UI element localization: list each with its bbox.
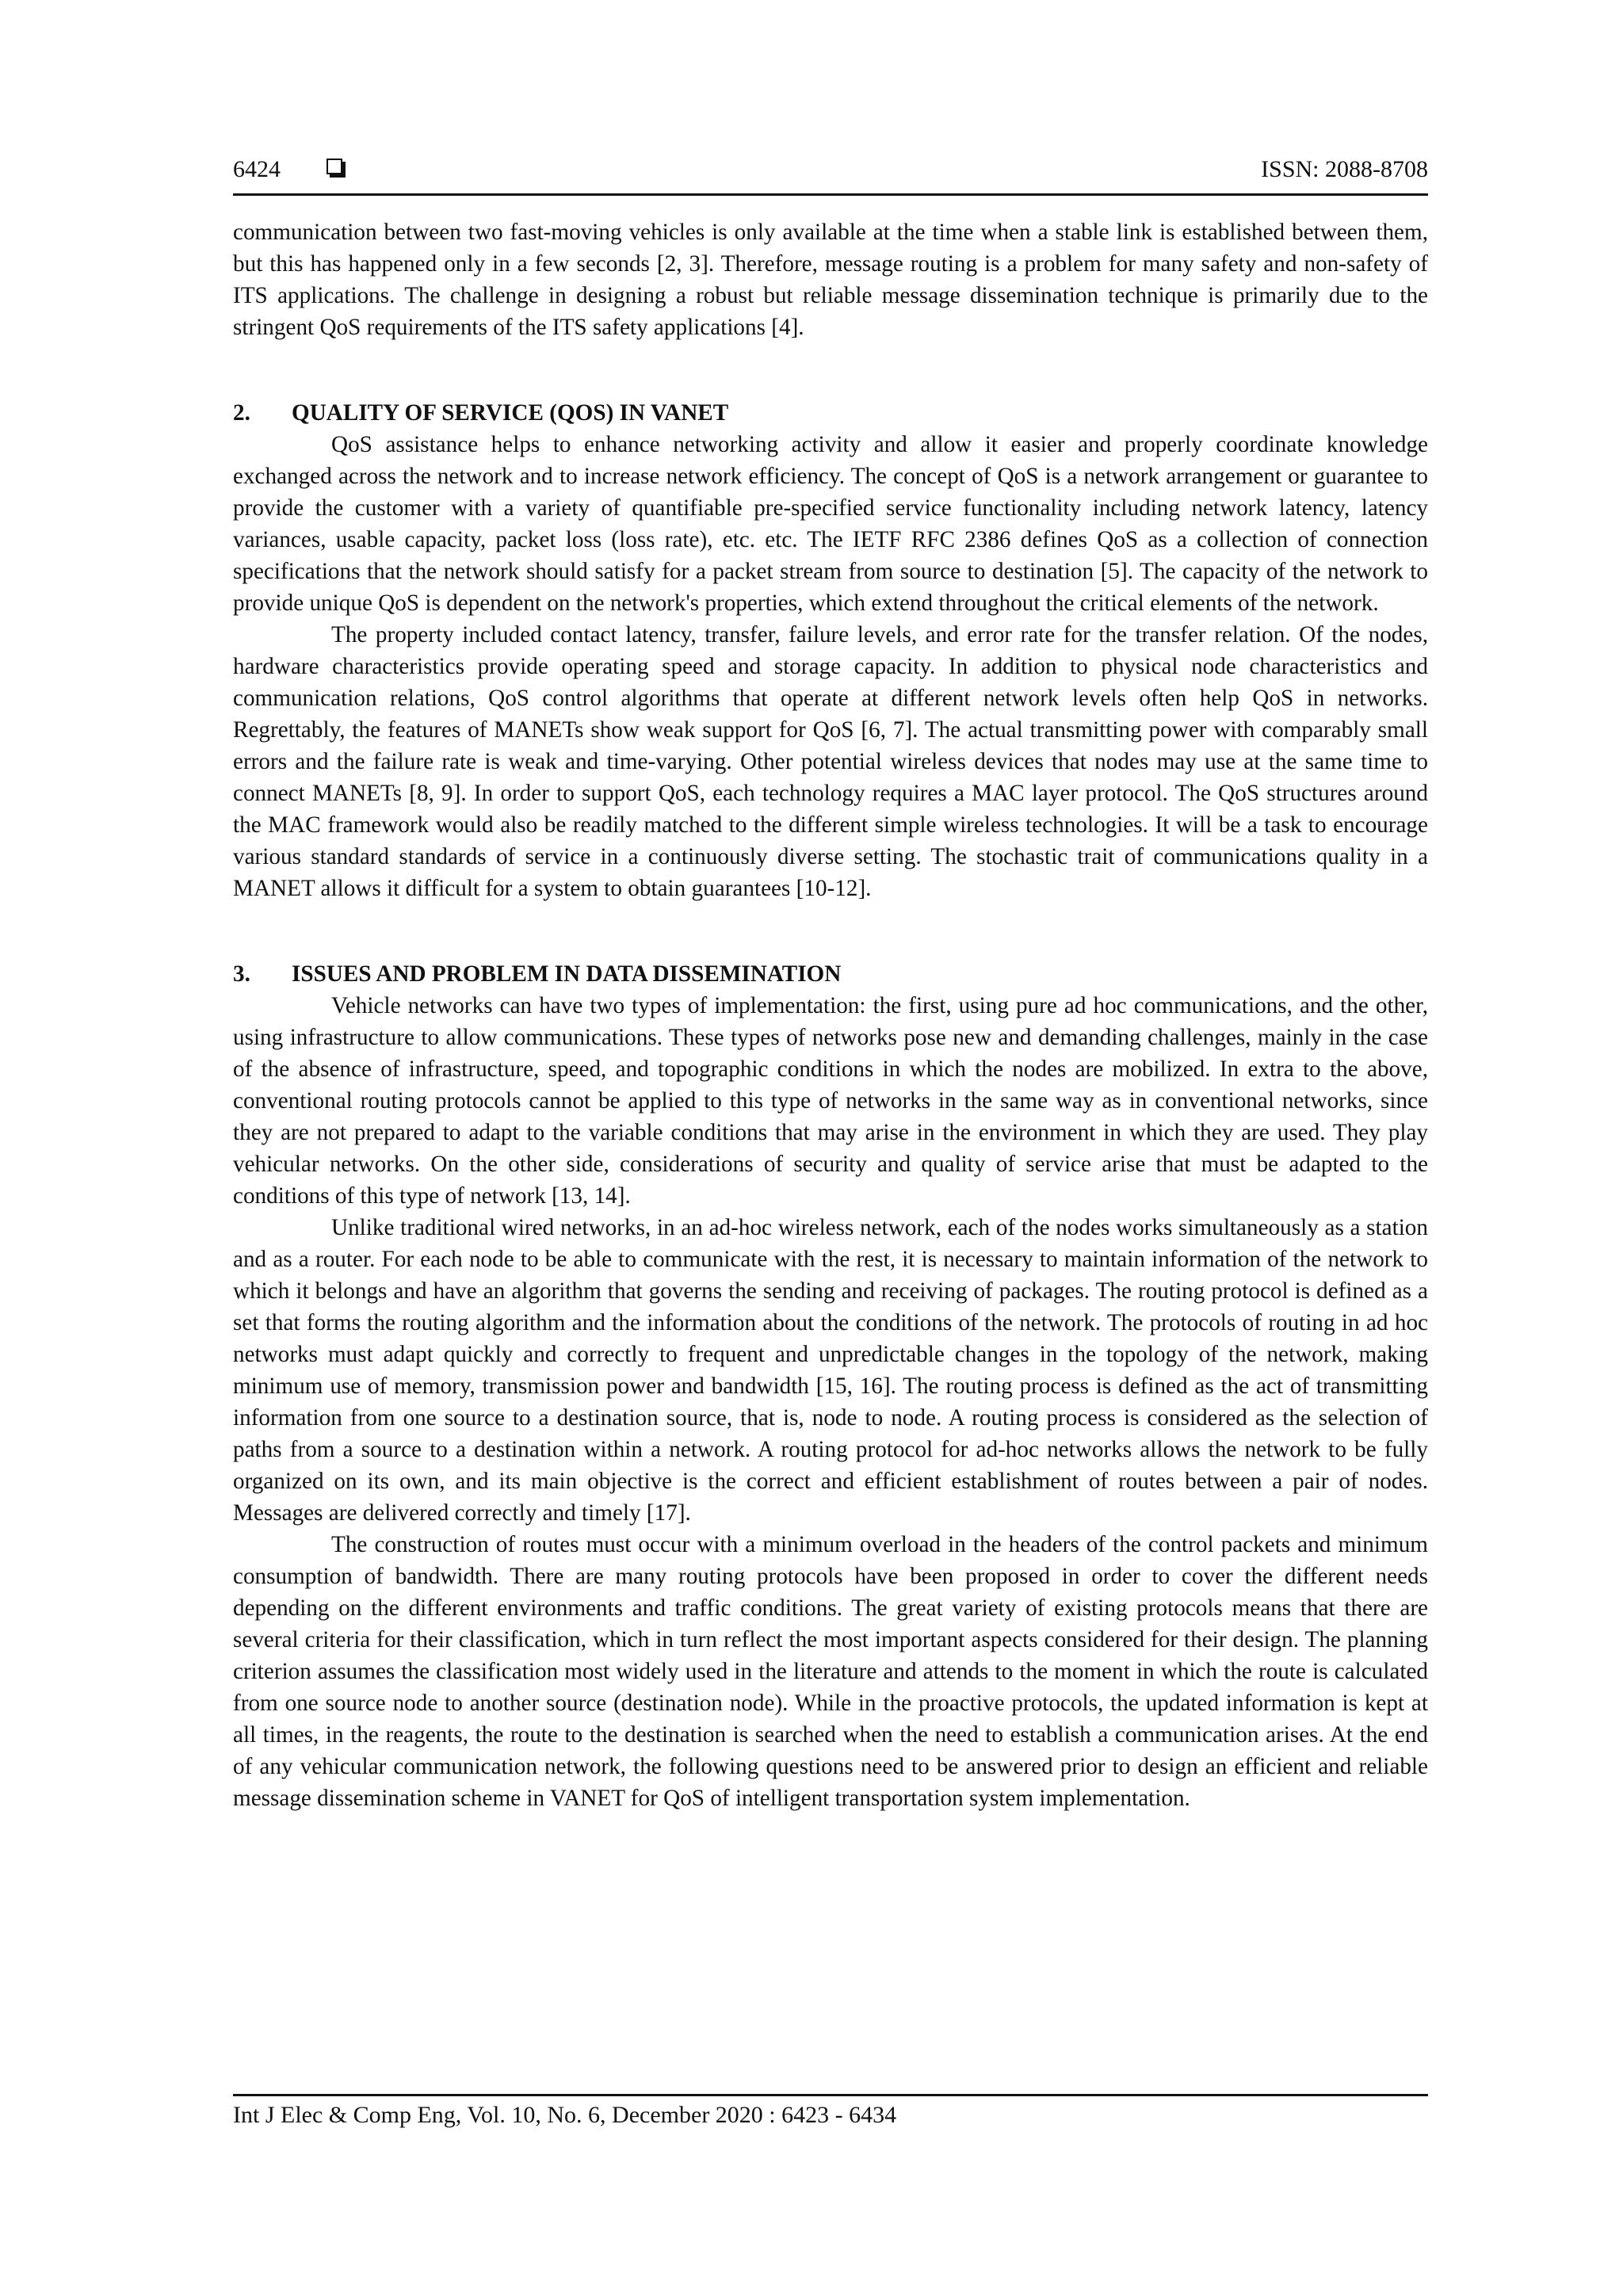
section-2-paragraph-1: QoS assistance helps to enhance networking activity and allow it easier and properly coordinate knowledge exchanged across the network and to increase network efficiency. The concept of QoS is a network arrangement or guarantee to provide the customer with a variety of quantifiable pre-specified service functionality including network latency, latency variances, usable capacity, packet loss (loss rate), etc. etc. The IETF RFC 2386 defines QoS as a collection of connection specifications that the network should satisfy for a packet stream from source to destination [5]. The capacity of the network to provide unique QoS is dependent on the network's properties, which extend throughout the critical elements of the network. [233, 432, 1428, 616]
footer-citation: Int J Elec & Comp Eng, Vol. 10, No. 6, December 2020 : 6423 - 6434 [233, 2102, 897, 2128]
section-3-number: 3. [233, 961, 250, 987]
page-header [233, 155, 1428, 196]
article-body [233, 216, 1428, 1814]
section-3-paragraph-1: Vehicle networks can have two types of implementation: the first, using pure ad hoc communications, and the other, using infrastructure to allow communications. These types of networks pose new and demanding challenges, mainly in the case of the absence of infrastructure, speed, and topographic conditions in which the nodes are mobilized. In extra to the above, conventional routing protocols cannot be applied to this type of networks in the same way as in conventional networks, since they are not prepared to adapt to the variable conditions that may arise in the environment in which they are used. They play vehicular networks. On the other side, considerations of security and quality of service arise that must be adapted to the conditions of this type of network [13, 14]. [233, 993, 1428, 1209]
section-2-number: 2. [233, 400, 250, 426]
section-2-heading [233, 397, 1428, 429]
section-2-title: QUALITY OF SERVICE (QOS) IN VANET [292, 400, 729, 426]
section-3-paragraph-3: The construction of routes must occur with a minimum overload in the headers of the control packets and minimum consumption of bandwidth. There are many routing protocols have been proposed in order to cover the different needs depending on the different environments and traffic conditions. The great variety of existing protocols means that there are several criteria for their classification, which in turn reflect the most important aspects considered for their design. The planning criterion assumes the classification most widely used in the literature and attends to the moment in which the route is calculated from one source node to another source (destination node). While in the proactive protocols, the updated information is kept at all times, in the reagents, the route to the destination is searched when the need to establish a communication arises. At the end of any vehicular communication network, the following questions need to be answered prior to design an efficient and reliable message dissemination scheme in VANET for QoS of intelligent transportation system implementation. [233, 1532, 1428, 1811]
page-number: 6424 [233, 156, 281, 182]
section-3-paragraph-2: Unlike traditional wired networks, in an ad-hoc wireless network, each of the nodes works simultaneously as a station and as a router. For each node to be able to communicate with the rest, it is necessary to maintain information of the network to which it belongs and have an algorithm that governs the sending and receiving of packages. The routing protocol is defined as a set that forms the routing algorithm and the information about the conditions of the network. The protocols of routing in ad hoc networks must adapt quickly and correctly to frequent and unpredictable changes in the topology of the network, making minimum use of memory, transmission power and bandwidth [15, 16]. The routing process is defined as the act of transmitting information from one source to a destination source, that is, node to node. A routing process is considered as the selection of paths from a source to a destination within a network. A routing protocol for ad-hoc networks allows the network to be fully organized on its own, and its main objective is the correct and efficient establishment of routes between a pair of nodes. Messages are delivered correctly and timely [17]. [233, 1215, 1428, 1526]
issn-label: ISSN: 2088-8708 [1261, 156, 1428, 182]
section-2-paragraph-2: The property included contact latency, transfer, failure levels, and error rate for the transfer relation. Of the nodes, hardware characteristics provide operating speed and storage capacity. In addition to physical node characteristics and communication relations, QoS control algorithms that operate at different network levels often help QoS in networks. Regrettably, the features of MANETs show weak support for QoS [6, 7]. The actual transmitting power with comparably small errors and the failure rate is weak and time-varying. Other potential wireless devices that nodes may use at the same time to connect MANETs [8, 9]. In order to support QoS, each technology requires a MAC layer protocol. The QoS structures around the MAC framework would also be readily matched to the different simple wireless technologies. It will be a task to encourage various standard standards of service in a continuously diverse setting. The stochastic trait of communications quality in a MANET allows it difficult for a system to obtain guarantees [10-12]. [233, 622, 1428, 901]
section-3-heading [233, 958, 1428, 990]
section-3-title: ISSUES AND PROBLEM IN DATA DISSEMINATION [292, 961, 842, 987]
intro-continuation-paragraph: communication between two fast-moving vehicles is only available at the time when a stable link is established between them, but this has happened only in a few seconds [2, 3]. Therefore, message routing is a problem for many safety and non-safety of ITS applications. The challenge in designing a robust but reliable message dissemination technique is primarily due to the stringent QoS requirements of the ITS safety applications [4]. [233, 220, 1428, 340]
square-box-icon [327, 159, 342, 174]
page-footer [233, 2094, 1428, 2130]
